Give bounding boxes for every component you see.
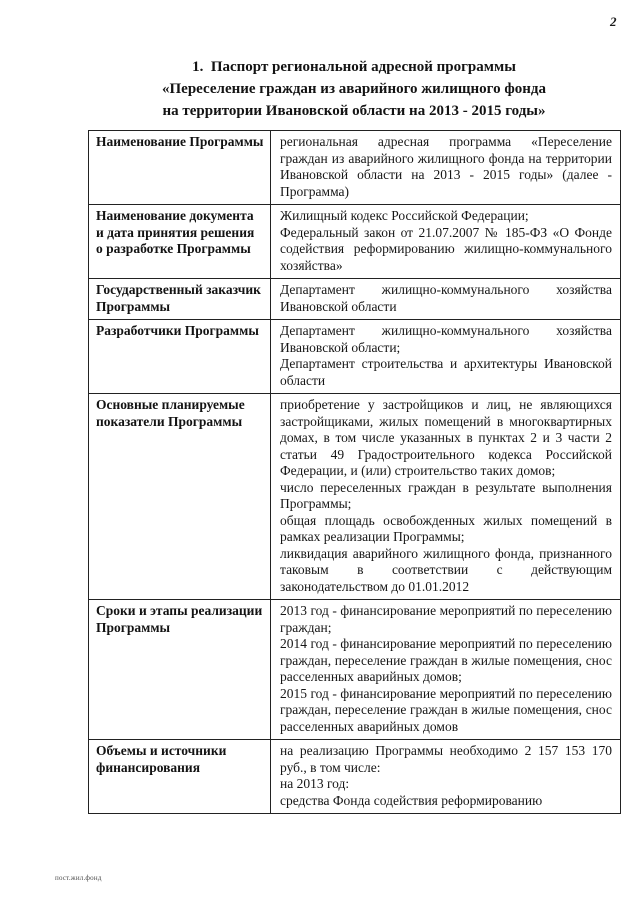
value-paragraph: Департамент строительства и архитектуры Ивановской области — [280, 356, 612, 388]
value-paragraph: 2013 год - финансирование мероприятий по переселению граждан; — [280, 603, 612, 635]
value-paragraph: 2015 год - финансирование мероприятий по переселению граждан, переселение граждан в жилые помещения, снос расселенных аварийных домов — [280, 685, 612, 734]
row-label: Разработчики Программы — [89, 320, 271, 394]
document-title-line1: 1. Паспорт региональной адресной программы — [192, 59, 516, 75]
value-paragraph: ликвидация аварийного жилищного фонда, признанного таковым в соответствии с действующим законодательством до 01.01.2012 — [280, 545, 612, 594]
row-value — [271, 279, 621, 320]
table-row — [89, 279, 621, 320]
document-title-line3: на территории Ивановской области на 2013 - 2015 годы» — [162, 103, 546, 119]
page-number: 2 — [610, 14, 617, 29]
program-passport-table — [88, 130, 621, 814]
row-value — [271, 320, 621, 394]
table-row — [89, 205, 621, 279]
row-value — [271, 205, 621, 279]
row-label: Наименование Программы — [89, 131, 271, 205]
footer-note: пост.жил.фонд — [55, 874, 102, 882]
row-label: Основные планируемые показатели Программы — [89, 394, 271, 600]
row-value — [271, 394, 621, 600]
document-title-line2: «Переселение граждан из аварийного жилищного фонда — [162, 81, 546, 97]
value-paragraph: на 2013 год: — [280, 776, 350, 791]
document-title — [68, 56, 640, 122]
value-paragraph: Департамент жилищно-коммунального хозяйства Ивановской области; — [280, 323, 612, 355]
value-paragraph: средства Фонда содействия реформированию — [280, 792, 543, 808]
value-paragraph: приобретение у застройщиков и лиц, не являющихся застройщиками, жилых помещений в многоквартирных домах, в том числе указанных в пунктах 2 и 3 части 2 статьи 49 Градостроительного кодекса Российской Федерации, и (или) строительство таких домов; — [280, 397, 612, 478]
row-label: Объемы и источники финансирования — [89, 740, 271, 814]
value-paragraph: Департамент жилищно-коммунального хозяйства Ивановской области — [280, 282, 612, 314]
row-label: Наименование документа и дата принятия решения о разработке Программы — [89, 205, 271, 279]
table-row — [89, 740, 621, 814]
value-paragraph: на реализацию Программы необходимо 2 157 153 170 руб., в том числе: — [280, 743, 612, 775]
table-row — [89, 394, 621, 600]
value-paragraph: 2014 год - финансирование мероприятий по переселению граждан, переселение граждан в жилые помещения, снос расселенных аварийных домов; — [280, 636, 612, 684]
value-paragraph: Жилищный кодекс Российской Федерации; — [280, 208, 529, 223]
row-label: Сроки и этапы реализации Программы — [89, 600, 271, 740]
row-label: Государственный заказчик Программы — [89, 279, 271, 320]
value-paragraph: Федеральный закон от 21.07.2007 № 185-ФЗ «О Фонде содействия реформированию жилищно-коммунального хозяйства» — [280, 224, 612, 273]
value-paragraph: число переселенных граждан в результате выполнения Программы; — [280, 479, 612, 511]
table-row — [89, 320, 621, 394]
passport-table-body — [89, 131, 621, 814]
table-row — [89, 131, 621, 205]
row-value — [271, 131, 621, 205]
value-paragraph: региональная адресная программа «Переселение граждан из аварийного жилищного фонда на территории Ивановской области на 2013 - 2015 годы» (далее - Программа) — [280, 134, 612, 199]
table-row — [89, 600, 621, 740]
row-value — [271, 740, 621, 814]
row-value — [271, 600, 621, 740]
value-paragraph: общая площадь освобожденных жилых помещений в рамках реализации Программы; — [280, 512, 612, 544]
